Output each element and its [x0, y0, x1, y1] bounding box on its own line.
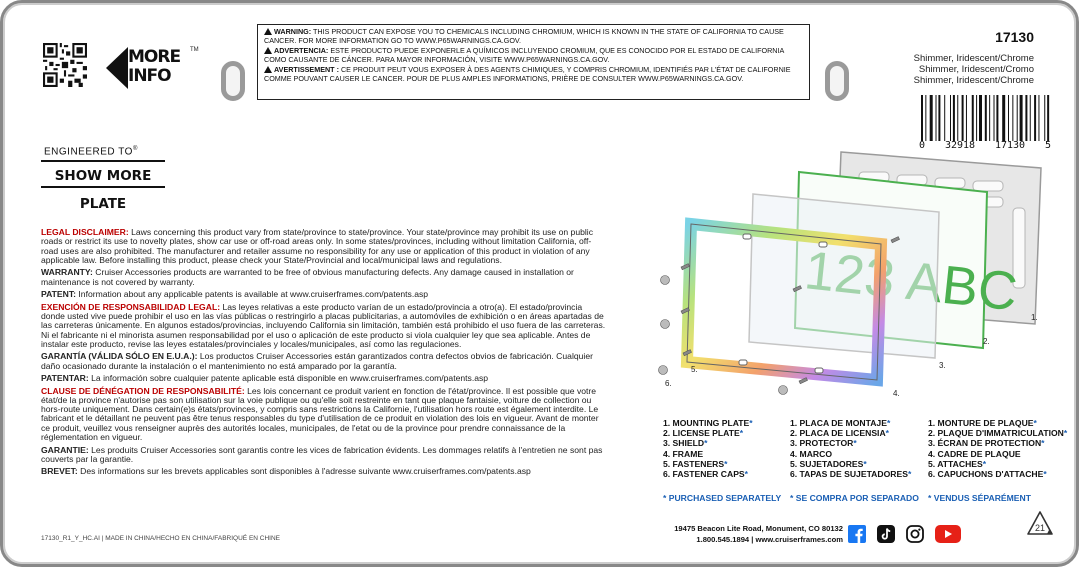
more-info-line2: INFO	[128, 66, 171, 86]
barcode-bar	[925, 95, 926, 141]
warning-triangle-icon	[264, 66, 272, 73]
exploded-parts-diagram	[653, 148, 1053, 408]
barcode-bar	[1034, 95, 1036, 141]
warning-es: ADVERTENCIA: ESTE PRODUCTO PUEDE EXPONERLE A QUÍMICOS INCLUYENDO CROMIUM, QUE ES CONOCIDO POR EL ESTADO DE CALIFORNIA COMO CAUSANTE DE CÁNCER. PARA MAYOR INFORMACIÓN, VISITE WWW.P65WARNINGS.CA.GOV.	[264, 46, 784, 64]
legal-paragraph: GARANTIE: Les produits Cruiser Accessories sont garantis contre les vices de fabrication évidents. Les dommages relatifs à l'entretien ne sont pas couverts par la garantie.	[41, 444, 603, 464]
legal-paragraph: PATENT: Information about any applicable patents is available at www.cruiserframes.com/patents.asp	[41, 289, 429, 300]
instagram-icon[interactable]	[906, 525, 924, 543]
barcode-bar	[1012, 95, 1013, 141]
website-link[interactable]: 1.800.545.1894 | www.cruiserframes.com	[696, 535, 843, 544]
callout-2: 2.	[983, 337, 990, 346]
legal-paragraph: EXENCIÓN DE RESPONSABILIDAD LEGAL: Las leyes relativas a este producto varían de un estado/provincia a otro(a). El estado/provincia donde usted vive puede prohibir el uso en las vías públicas o restringirlo a placas publicitarias, a automóviles de exhibición o en áreas apartadas de las carreteras únicamente. En algunos estados/provincias, incluyendo California sin limitación, también está prohibido el uso fuera de las carreteras. Ni el fabricante ni el minorista asumen responsabilidad por el uso o aplicación de este producto si viola cualquier ley que sea aplicable. Antes de instalar este producto, revise las leyes estatales/provinciales y locales/municipales, así como las regulaciones.	[41, 301, 606, 349]
barcode-bar	[962, 95, 964, 141]
plate-text: ABC	[903, 250, 1021, 323]
barcode-bar	[1025, 95, 1027, 141]
more-info-text	[128, 48, 180, 86]
legal-paragraph: PATENTAR: La información sobre cualquier patente aplicable está disponible en www.cruiserframes.com/patents.asp	[41, 373, 489, 384]
facebook-icon[interactable]	[848, 525, 866, 543]
warning-en: WARNING: THIS PRODUCT CAN EXPOSE YOU TO CHEMICALS INCLUDING CHROMIUM, WHICH IS KNOWN IN THE STATE OF CALIFORNIA TO CAUSE CANCER. FOR MORE INFORMATION GO TO WWW.P65WARNINGS.CA.GOV.	[264, 27, 784, 45]
legal-paragraph: LEGAL DISCLAIMER: Laws concerning this product vary from state/province to state/province. Your state/province may prohibit its use on public roads or restrict its use to novelty plates, show car use or off-road areas only. In some states/provinces, including without limitation California, off-road uses are also prohibited. The manufacturer and retailer assume no responsibility for any use or application of this product in violation of any applicable law. Before installing this product, please check your State/Provincial and local/municipal laws and regulations.	[41, 227, 593, 265]
recycle-code: 21	[1034, 523, 1046, 533]
product-sku: 17130	[995, 29, 1034, 45]
legal-paragraph: GARANTÍA (VÁLIDA SÓLO EN E.U.A.): Los productos Cruiser Accessories están garantizados contra defectos obvios de fabricación. Cualquier daño ocasionado durante la instalación o el mantenimiento no está amparado por la garantía.	[41, 351, 593, 371]
legal-text-block	[41, 228, 607, 480]
barcode-bar	[921, 95, 923, 141]
mounting-slot-left-inner	[221, 61, 245, 101]
shield-part	[749, 194, 939, 358]
warning-triangle-icon	[264, 47, 272, 54]
purchased-separately-note: * PURCHASED SEPARATELY	[663, 493, 782, 503]
barcode-bar	[989, 95, 990, 141]
se-compra-note: * SE COMPRA POR SEPARADO	[790, 493, 919, 503]
barcode-bar	[985, 95, 987, 141]
barcode-bar	[996, 95, 998, 141]
callout-1: 1.	[1031, 313, 1038, 322]
barcode-bar	[976, 95, 977, 141]
barcode-bar	[953, 95, 955, 141]
recycle-icon	[1025, 509, 1055, 539]
barcode-bar	[966, 95, 967, 141]
barcode-bar	[1002, 95, 1005, 141]
company-address: 19475 Beacon Lite Road, Monument, CO 80132 1.800.545.1894 | www.cruiserframes.com	[663, 523, 843, 545]
barcode-bar	[1020, 95, 1023, 141]
youtube-icon[interactable]	[935, 525, 961, 543]
legal-paragraph: CLAUSE DE DÉNÉGATION DE RESPONSABILITÉ: Les lois concernant ce produit varient en fonction de l'état/province. Il est possible que votre état/de la province n'autorise pas son utilisation sur la voie publique ou qu'elle soit restreinte en tant que plaque fantaisie, voiture de collection ou hors-route uniquement. Dans certain(e)s états/provinces, y compris sans restrictions la Californie, l'utilisation hors route est également interdite. Le fabricant et le détaillant ne peuvent pas être tenus responsables du type d'utilisation de ce produit en violation des lois en vigueur. Avant de monter ce produit, veuillez vous renseigner auprès des autorités locales, municipales, de l'etat ou de la province pour prendre connaissance de la réglementation en vigueur.	[41, 385, 599, 443]
callout-3: 3.	[939, 361, 946, 370]
product-descriptions: Shimmer, Iridescent/Chrome Shimmer, Iridescent/Cromo Shimmer, Iridescent/Chrome	[913, 53, 1034, 86]
barcode-bar	[950, 95, 951, 141]
more-info-logo[interactable]	[106, 47, 198, 89]
vendus-note: * VENDUS SÉPARÉMENT	[928, 493, 1031, 503]
barcode-bar	[1030, 95, 1031, 141]
legal-paragraph: WARRANTY: Cruiser Accessories products are warranted to be free of obvious manufacturing defects. Any damage caused in installation or maintenance is not covered by warranty.	[41, 267, 574, 287]
arrow-left-icon	[106, 47, 128, 89]
barcode-bar	[1044, 95, 1045, 141]
prop65-warning-box	[257, 24, 810, 100]
parts-list-en: 1. MOUNTING PLATE* 2. LICENSE PLATE* 3. SHIELD* 4. FRAME 5. FASTENERS* 6. FASTENER CAPS*	[663, 418, 753, 480]
barcode-bar	[944, 95, 945, 141]
parts-list-es: 1. PLACA DE MONTAJE* 2. PLACA DE LICENSIA* 3. PROTECTOR* 4. MARCO 5. SUJETADORES* 6. TAPAS DE SUJETADORES*	[790, 418, 912, 480]
barcode-bar	[994, 95, 995, 141]
barcode-bar	[1038, 95, 1039, 141]
legal-paragraph: BREVET: Des informations sur les brevets applicables sont disponibles à l'adresse suivante www.cruiserframes.com/patents.asp	[41, 466, 531, 477]
barcode-bar	[957, 95, 958, 141]
parts-list-fr: 1. MONTURE DE PLAQUE* 2. PLAQUE D'IMMATRICULATION* 3. ÉCRAN DE PROTECTION* 4. CADRE DE PLAQUE 5. ATTACHES* 6. CAPUCHONS D'ATTACHE*	[928, 418, 1068, 480]
barcode-bar	[936, 95, 937, 141]
barcode-digits: 0 32918 17130 5	[919, 140, 1051, 151]
engineered-to-label: ENGINEERED TO®	[44, 146, 138, 158]
mounting-slot-right-inner	[825, 61, 849, 101]
footer-made-in: 17130_R1_Y_HC.AI | MADE IN CHINA/HECHO EN CHINA/FABRIQUÉ EN CHINE	[41, 535, 280, 542]
show-more-plate-logo: SHOW MORE PLATE	[41, 160, 165, 188]
barcode-bar	[1047, 95, 1049, 141]
warning-triangle-icon	[264, 28, 272, 35]
barcode-bar	[972, 95, 974, 141]
more-info-line1: MORE	[128, 47, 181, 67]
trademark-mark: TM	[190, 47, 199, 53]
qr-code-icon[interactable]	[43, 43, 87, 87]
barcode-bar	[1017, 95, 1018, 141]
barcode-bar	[938, 95, 940, 141]
barcode-bar	[930, 95, 933, 141]
callout-5: 5.	[691, 365, 698, 374]
tiktok-icon[interactable]	[877, 525, 895, 543]
barcode-bar	[979, 95, 982, 141]
callout-6: 6.	[665, 379, 672, 388]
callout-4: 4.	[893, 389, 900, 398]
barcode-icon	[919, 95, 1051, 143]
warning-fr: AVERTISSEMENT : CE PRODUIT PEUT VOUS EXPOSER À DES AGENTS CHIMIQUES, Y COMPRIS CHROMIUM, IDENTIFIÉS PAR L'ÉTAT DE CALIFORNIE COMME POUVANT CAUSER LE CANCER. POUR DE PLUS AMPLES INFORMATIONS, PRIÈRE DE CONSULTER WWW.P65WARNINGS.CA.GOV.	[264, 65, 791, 83]
barcode-bar	[1008, 95, 1009, 141]
